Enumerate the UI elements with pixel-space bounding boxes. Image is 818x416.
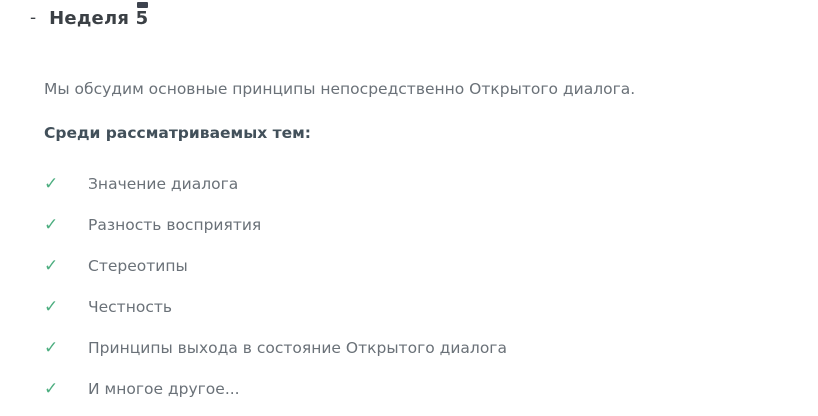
check-icon: ✓ bbox=[44, 174, 59, 194]
topic-label: Разность восприятия bbox=[88, 216, 262, 234]
topic-label: Честность bbox=[88, 298, 173, 316]
list-item bbox=[44, 215, 724, 235]
topic-label: Принципы выхода в состояние Открытого диалога bbox=[88, 339, 507, 357]
list-item bbox=[44, 256, 724, 276]
accordion-title: Неделя 5 bbox=[49, 8, 149, 29]
check-icon: ✓ bbox=[44, 256, 59, 276]
topic-label: Стереотипы bbox=[88, 257, 188, 275]
list-item bbox=[44, 174, 724, 194]
accordion-header[interactable] bbox=[30, 7, 148, 30]
list-item bbox=[44, 379, 724, 399]
topic-label: И многое другое... bbox=[88, 380, 240, 398]
check-icon: ✓ bbox=[44, 215, 59, 235]
check-icon: ✓ bbox=[44, 338, 59, 358]
list-item bbox=[44, 297, 724, 317]
check-icon: ✓ bbox=[44, 297, 59, 317]
topics-list bbox=[44, 174, 724, 399]
topics-subtitle: Среди рассматриваемых тем: bbox=[44, 124, 311, 142]
accordion-content bbox=[44, 79, 724, 416]
check-icon: ✓ bbox=[44, 379, 59, 399]
list-item bbox=[44, 338, 724, 358]
intro-paragraph: Мы обсудим основные принципы непосредственно Открытого диалога. bbox=[44, 80, 636, 98]
topic-label: Значение диалога bbox=[88, 175, 239, 193]
collapse-minus-icon[interactable]: - bbox=[30, 8, 37, 28]
